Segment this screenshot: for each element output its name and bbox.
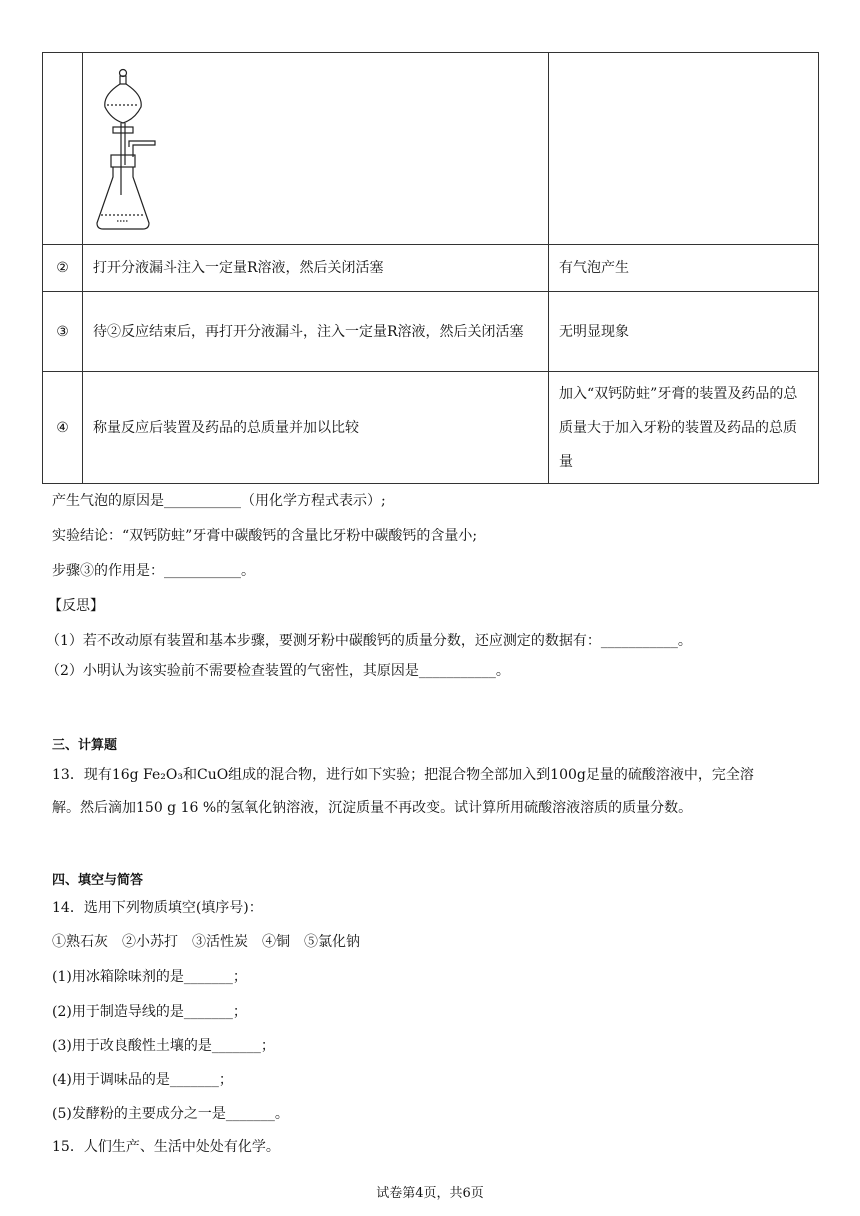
fill-item: (3)用于改良酸性土壤的是_______； bbox=[52, 1038, 275, 1054]
fill-item: (2)用于制造导线的是_______； bbox=[52, 1004, 247, 1020]
question-line: 实验结论：“双钙防蛀”牙膏中碳酸钙的含量比牙粉中碳酸钙的含量小; bbox=[52, 528, 478, 544]
step-cell: 打开分液漏斗注入一定量R溶液，然后关闭活塞 bbox=[83, 245, 549, 292]
question-line: 步骤③的作用是：___________。 bbox=[52, 563, 255, 579]
question-line: （1）若不改动原有装置和基本步骤，要测牙粉中碳酸钙的质量分数，还应测定的数据有：___________。 bbox=[46, 633, 692, 649]
section-heading: 四、填空与简答 bbox=[52, 873, 144, 888]
row-number bbox=[43, 53, 83, 245]
question-text: 14．选用下列物质填空(填序号)： bbox=[52, 900, 263, 916]
question-line: 产生气泡的原因是___________（用化学方程式表示）; bbox=[52, 493, 386, 509]
question-text: 13．现有16g Fe₂O₃和CuO组成的混合物，进行如下实验；把混合物全部加入到100g足量的硫酸溶液中，完全溶 bbox=[52, 767, 754, 783]
table-row bbox=[43, 372, 819, 484]
table-row bbox=[43, 245, 819, 292]
section-label: 【反思】 bbox=[48, 598, 104, 614]
table-row bbox=[43, 53, 819, 245]
question-text: 解。然后滴加150 g 16 %的氢氧化钠溶液，沉淀质量不再改变。试计算所用硫酸溶液溶质的质量分数。 bbox=[52, 800, 693, 816]
experiment-table bbox=[42, 52, 819, 484]
result-cell: 无明显现象 bbox=[549, 292, 819, 372]
page-footer: 试卷第4页，共6页 bbox=[376, 1186, 484, 1201]
result-cell: 加入“双钙防蛀”牙膏的装置及药品的总质量大于加入牙粉的装置及药品的总质量 bbox=[549, 372, 819, 484]
result-cell bbox=[549, 53, 819, 245]
step-cell: 称量反应后装置及药品的总质量并加以比较 bbox=[83, 372, 549, 484]
row-number: ④ bbox=[43, 372, 83, 484]
fill-item: (5)发酵粉的主要成分之一是_______。 bbox=[52, 1106, 289, 1122]
apparatus-cell bbox=[83, 53, 549, 245]
row-number: ② bbox=[43, 245, 83, 292]
options-line: ①熟石灰 ②小苏打 ③活性炭 ④铜 ⑤氯化钠 bbox=[52, 934, 360, 950]
fill-item: (4)用于调味品的是_______； bbox=[52, 1072, 233, 1088]
row-number: ③ bbox=[43, 292, 83, 372]
fill-item: (1)用冰箱除味剂的是_______； bbox=[52, 969, 247, 985]
result-cell: 有气泡产生 bbox=[549, 245, 819, 292]
table-row bbox=[43, 292, 819, 372]
section-heading: 三、计算题 bbox=[52, 738, 118, 753]
question-line: （2）小明认为该实验前不需要检查装置的气密性，其原因是___________。 bbox=[46, 663, 510, 679]
step-cell: 待②反应结束后，再打开分液漏斗，注入一定量R溶液，然后关闭活塞 bbox=[83, 292, 549, 372]
question-text: 15．人们生产、生活中处处有化学。 bbox=[52, 1139, 280, 1155]
separatory-funnel-flask-icon bbox=[93, 65, 173, 235]
